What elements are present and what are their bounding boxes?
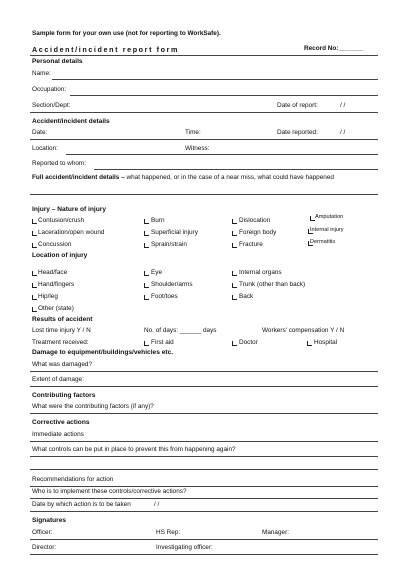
full-details-label [32,175,334,181]
burn-checkbox[interactable] [144,219,149,224]
location-heading: Location of injury [32,252,88,259]
injury-heading: Injury – Nature of injury [32,206,107,213]
divider [30,139,378,140]
superficial-injury-checkbox[interactable] [144,231,149,236]
contributing-heading: Contributing factors [32,392,96,399]
hip-leg-label: Hip/leg [38,293,58,300]
location-witness-field[interactable] [66,154,378,155]
damage-heading: Damage to equipment/buildings/vehicles etc. [32,349,174,356]
sprain-strain-checkbox[interactable] [144,243,149,248]
date-reported-field[interactable]: / / [340,129,346,136]
personal-heading: Personal details [32,58,83,65]
hip-leg-checkbox[interactable] [32,295,37,300]
treatment-label: Treatment received: [32,339,89,346]
foot-toes-checkbox[interactable] [144,295,149,300]
location-label: Location: [32,145,58,152]
contributing-field[interactable] [30,413,378,414]
full-details-rest: what happened, or in the case of a near miss, what could have happened [126,174,334,181]
foreign-body-label: Foreign body [239,229,277,236]
back-label: Back [239,293,254,300]
recommendations-field[interactable] [30,486,378,487]
eye-checkbox[interactable] [144,271,149,276]
back-checkbox[interactable] [232,295,237,300]
immediate-actions-field[interactable] [30,441,378,442]
superficial-injury-label: Superficial injury [151,229,198,236]
foot-toes-label: Foot/toes [151,293,178,300]
eye-label: Eye [151,269,163,276]
signature-field-row-2[interactable] [30,554,378,555]
foreign-body-checkbox[interactable] [232,231,237,236]
hand-fingers-checkbox[interactable] [32,283,37,288]
incident-heading: Accident/incident details [32,118,110,125]
results-heading: Results of accident [32,316,93,323]
divider [30,511,378,512]
concussion-label: Concussion [38,241,72,248]
date-reported-label: Date reported: [277,129,318,136]
date-label: Date: [32,129,48,136]
contusion-checkbox[interactable] [32,219,37,224]
doctor-label: Doctor [239,339,258,346]
who-question: Who is to implement these controls/corrective actions? [32,488,187,495]
who-field[interactable] [30,498,378,499]
sprain-strain-label: Sprain/strain [151,241,187,248]
director-label: Director: [32,544,57,551]
amputation-label: Amputation [315,214,344,220]
controls-question: What controls can be put in place to prevent this from happening again? [32,446,236,453]
other-state-checkbox[interactable] [32,307,37,312]
trunk-checkbox[interactable] [232,283,237,288]
signatures-heading: Signatures [32,517,67,524]
dislocation-label: Dislocation [239,217,271,224]
shoulder-arms-checkbox[interactable] [144,283,149,288]
extent-damage-field[interactable] [30,386,378,387]
form-note: Sample form for your own use (not for reporting to WorkSafe). [32,30,221,37]
witness-label: Witness: [185,145,210,152]
divider [30,55,378,56]
occupation-field[interactable] [70,95,378,96]
occupation-label: Occupation: [32,86,67,93]
date-by-field[interactable]: / / [154,501,160,508]
shoulder-arms-label: Shoulder/arms [151,281,193,288]
full-details-field[interactable] [30,194,378,195]
first-aid-checkbox[interactable] [144,341,149,346]
recommendations-label: Recommendations for action [32,476,114,483]
other-state-label: Other (state) [38,305,74,312]
hand-fingers-label: Hand/fingers [38,281,75,288]
first-aid-label: First aid [151,339,174,346]
dermatitis-label: Dermatitis [310,239,336,245]
what-damaged-field[interactable] [30,371,378,372]
hs-rep-label: HS Rep: [156,529,181,536]
section-label: Section/Dept: [32,102,71,109]
investigating-officer-label: Investigating officer: [156,544,213,551]
name-label: Name: [32,70,51,77]
reported-to-label: Reported to whom: [32,160,86,167]
officer-label: Officer: [32,529,53,536]
head-face-checkbox[interactable] [32,271,37,276]
trunk-label: Trunk (other than back) [239,281,306,288]
fracture-label: Fracture [239,241,263,248]
name-field[interactable] [52,79,378,80]
record-no: Record No:_______ [304,45,364,52]
extent-damage-label: Extent of damage: [32,376,84,383]
date-of-report-field[interactable]: / / [340,102,346,109]
signature-field-row-1[interactable] [30,539,378,540]
no-days-label: No. of days: ______ days [144,327,217,334]
hospital-checkbox[interactable] [307,341,312,346]
hospital-label: Hospital [314,339,338,346]
corrective-heading: Corrective actions [32,419,90,426]
form-title: Accident/incident report form [32,45,180,54]
contusion-label: Contusion/crush [38,217,85,224]
head-face-label: Head/face [38,269,68,276]
internal-organs-checkbox[interactable] [232,271,237,276]
date-of-report-label: Date of report: [277,102,318,109]
controls-field[interactable] [30,456,378,457]
internal-injury-label: Internal injury [310,227,344,233]
date-by-label: Date by which action is to be taken [32,501,131,508]
immediate-actions-label: Immediate actions [32,431,84,438]
fracture-checkbox[interactable] [232,243,237,248]
full-details-bold: Full accident/incident details – [32,174,125,181]
amputation-checkbox[interactable] [310,216,315,221]
manager-label: Manager: [262,529,289,536]
reported-to-field[interactable] [94,169,378,170]
concussion-checkbox[interactable] [32,243,37,248]
dislocation-checkbox[interactable] [232,219,237,224]
laceration-checkbox[interactable] [32,231,37,236]
lost-time-label: Lost time injury Y / N [32,327,91,334]
internal-organs-label: Internal organs [239,269,282,276]
laceration-label: Laceration/open wound [38,229,105,236]
controls-field-2[interactable] [30,469,378,470]
time-label: Time: [185,129,201,136]
workers-comp-label: Workers' compensation Y / N [262,327,345,334]
burn-label: Burn [151,217,165,224]
doctor-checkbox[interactable] [232,341,237,346]
what-damaged-label: What was damaged? [32,361,93,368]
contributing-question: What were the contributing factors (if any)? [32,403,154,410]
divider [30,112,378,113]
